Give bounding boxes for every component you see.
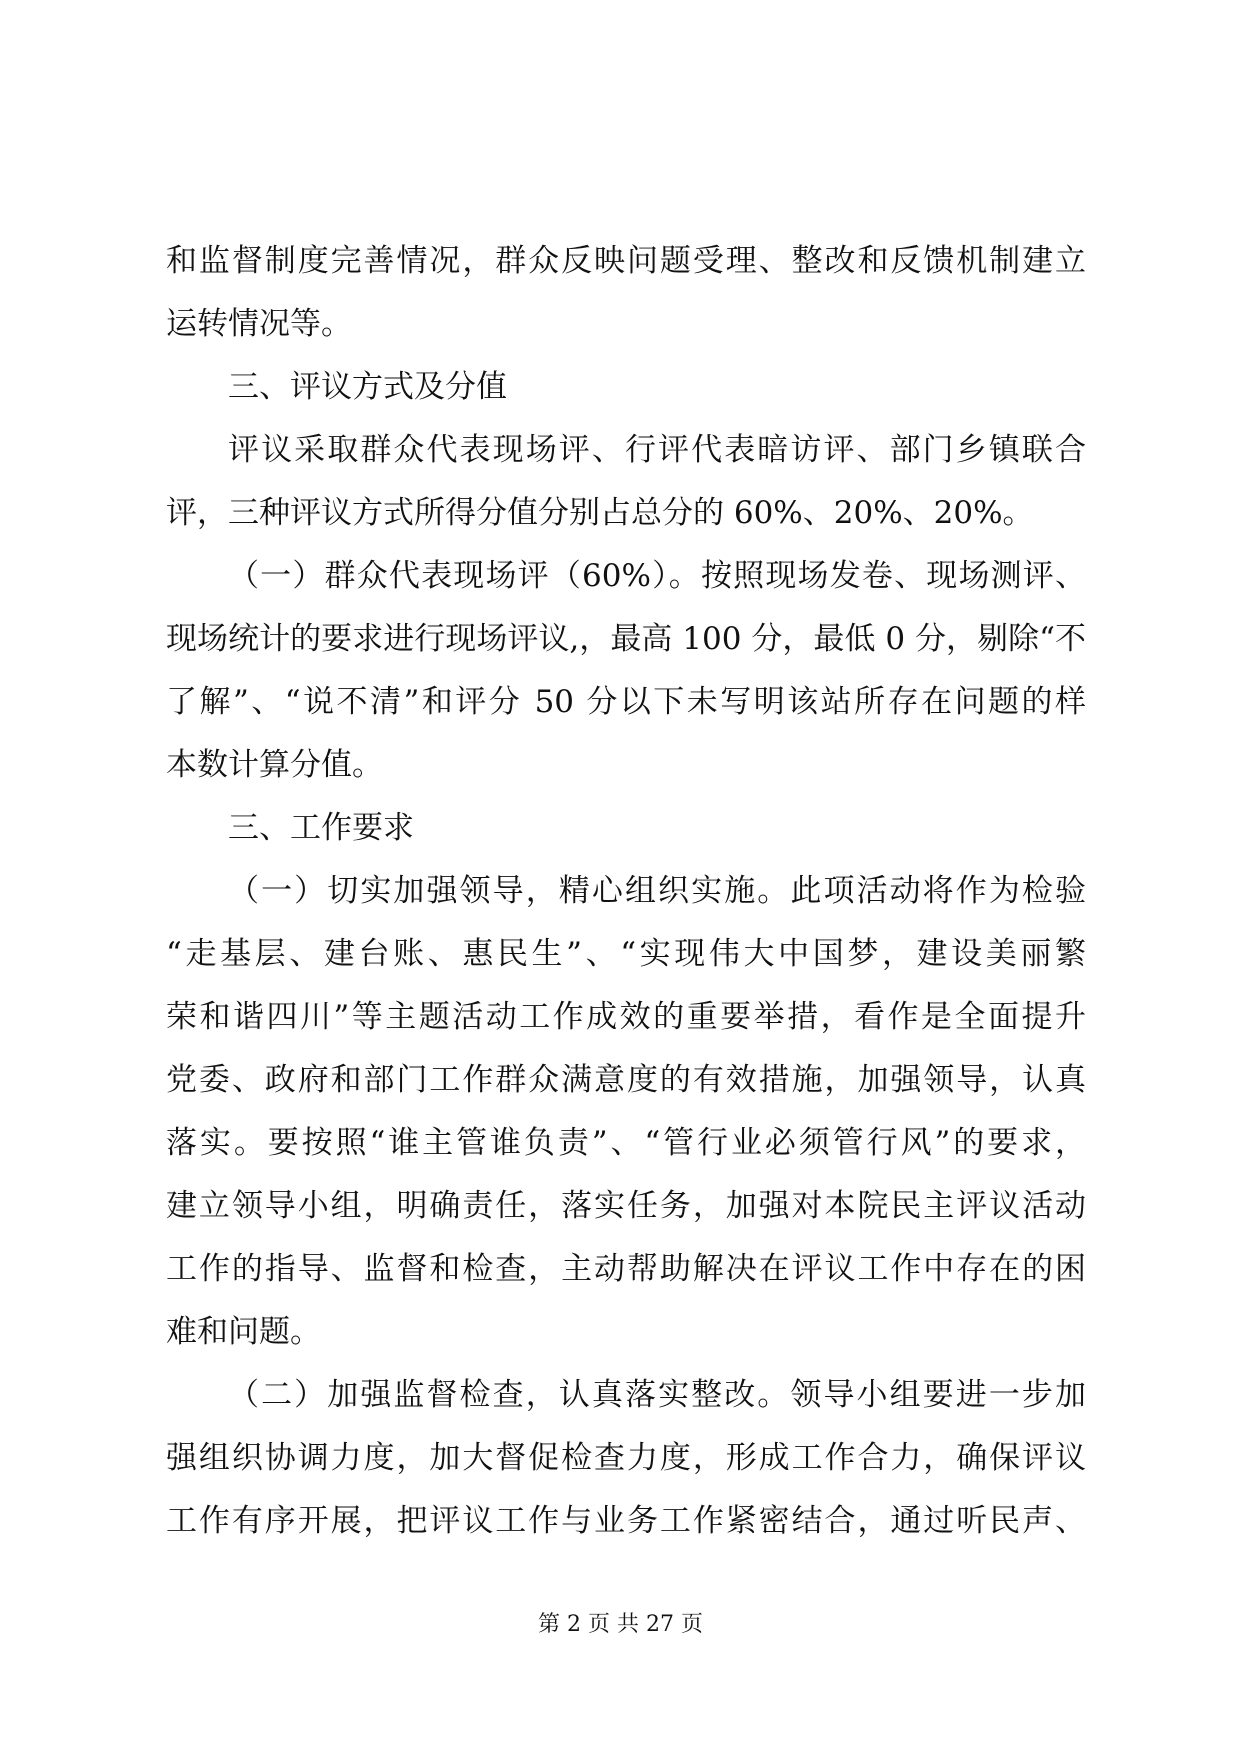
text-line: 工作有序开展，把评议工作与业务工作紧密结合，通过听民声、	[166, 1503, 1086, 1539]
text-line: 三、评议方式及分值	[228, 369, 507, 405]
text-line: 现场统计的要求进行现场评议,，最高 100 分，最低 0 分，剔除“不	[166, 621, 1086, 657]
text-line: （二）加强监督检查，认真落实整改。领导小组要进一步加	[228, 1377, 1086, 1413]
text-line: 建立领导小组，明确责任，落实任务，加强对本院民主评议活动	[166, 1188, 1086, 1224]
text-line: 和监督制度完善情况，群众反映问题受理、整改和反馈机制建立	[166, 243, 1086, 279]
text-line: （一）群众代表现场评（60%）。按照现场发卷、现场测评、	[228, 558, 1086, 594]
text-line: 工作的指导、监督和检查，主动帮助解决在评议工作中存在的困	[166, 1251, 1086, 1287]
text-line: 强组织协调力度，加大督促检查力度，形成工作合力，确保评议	[166, 1440, 1086, 1476]
text-line: 评议采取群众代表现场评、行评代表暗访评、部门乡镇联合	[228, 432, 1086, 468]
text-line: 荣和谐四川”等主题活动工作成效的重要举措，看作是全面提升	[166, 999, 1086, 1035]
text-line: 运转情况等。	[166, 306, 352, 342]
text-line: 了解”、“说不清”和评分 50 分以下未写明该站所存在问题的样	[166, 684, 1086, 720]
page-footer: 第 2 页 共 27 页	[538, 1612, 703, 1637]
text-line: （一）切实加强领导，精心组织实施。此项活动将作为检验	[228, 873, 1086, 909]
text-line: 三、工作要求	[228, 810, 414, 846]
document-body	[166, 230, 1086, 1553]
text-line: 本数计算分值。	[166, 747, 383, 783]
text-line: 落实。要按照“谁主管谁负责”、“管行业必须管行风”的要求，	[166, 1125, 1086, 1161]
text-line: 评，三种评议方式所得分值分别占总分的 60%、20%、20%。	[166, 495, 1034, 531]
text-line: 党委、政府和部门工作群众满意度的有效措施，加强领导，认真	[166, 1062, 1086, 1098]
text-line: “走基层、建台账、惠民生”、“实现伟大中国梦，建设美丽繁	[166, 936, 1086, 972]
text-line: 难和问题。	[166, 1314, 321, 1350]
